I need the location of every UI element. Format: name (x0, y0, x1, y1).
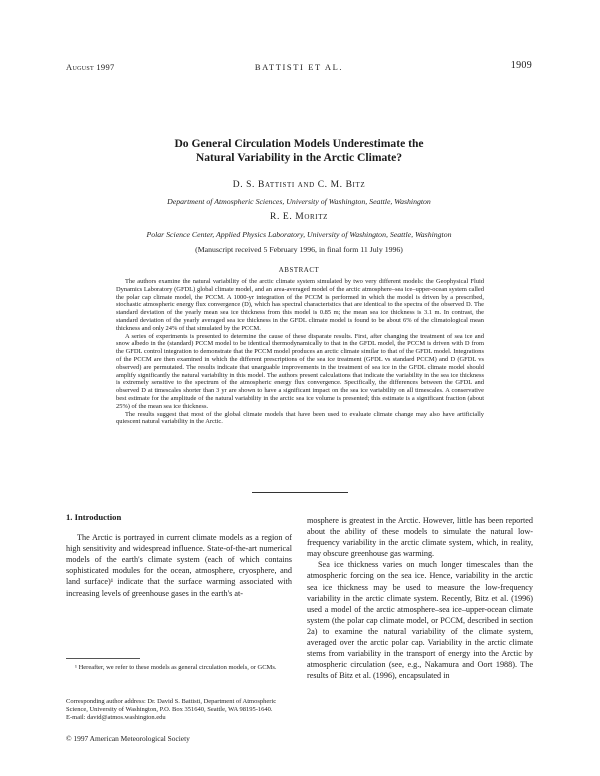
corresponding-email: E-mail: david@atmos.washington.edu (66, 714, 166, 721)
intro-paragraph-continued: mosphere is greatest in the Arctic. However, little has been reported about the ability of these models to simulate the natural low-frequency variability in the arctic climate system, which, in reality, may obscure greenhouse gas warming. (307, 516, 533, 559)
issue-date: August 1997 (66, 62, 115, 72)
paper-title-line-2: Natural Variability in the Arctic Climate? (195, 151, 403, 164)
abstract-divider (252, 492, 348, 493)
footnote-divider (66, 658, 140, 659)
page-number: 1909 (510, 60, 532, 71)
paper-title-line-1: Do General Circulation Models Underestimate the (174, 137, 424, 150)
abstract-paragraph-3: The results suggest that most of the global climate models that have been used to evaluate climate change may also have artificially quiescent natural variability in the Arctic. (116, 410, 484, 426)
paper-title (66, 137, 532, 165)
running-head (66, 60, 532, 74)
footnote: ¹ Hereafter, we refer to these models as general circulation models, or GCMs. (75, 664, 277, 671)
section-heading: 1. Introduction (66, 512, 122, 522)
abstract-body (116, 278, 484, 426)
abstract-heading: ABSTRACT (278, 266, 320, 274)
right-column (307, 515, 533, 681)
affiliation-1: Department of Atmospheric Sciences, University of Washington, Seattle, Washington (167, 197, 431, 206)
authors-line-2: R. E. Moritz (270, 212, 328, 222)
intro-paragraph-sea-ice: Sea ice thickness varies on much longer timescales than the atmospheric forcing on the sea ice. Hence, variability in the arctic sea ice thickness may be used to measure the low-frequency variability in the arctic climate system. Recently, Bitz et al. (1996) used a model of the arctic atmosphere–sea ice–upper-ocean climate system (the polar cap climate model, or PCCM, described in section 2a) to examine the natural variability of the climate system, averaged over the arctic polar cap. Variability in the arctic climate stems from variability in the transport of energy into the Arctic by atmospheric circulation (see, e.g., Nakamura and Oort 1988). The results of Bitz et al. (1996), encapsulated in (307, 560, 533, 681)
manuscript-received: (Manuscript received 5 February 1996, in final form 11 July 1996) (195, 245, 403, 254)
corresponding-address: Corresponding author address: Dr. David S. Battisti, Department of Atmospheric Science, University of Washington, P.O. Box 351640, Seattle, WA 98195-1640. (66, 698, 277, 713)
corresponding-author (66, 698, 292, 722)
abstract-paragraph-2: A series of experiments is presented to determine the cause of these disparate results. First, after changing the treatment of sea ice and snow albedo in the (standard) PCCM model to be identical thermodynamically to that in the GFDL model, the PCCM is driven with D from the GFDL control integration to demonstrate that the PCCM model produces an arctic climate similar to that of the GFDL model. Integrations of the PCCM are then examined in which the different prescriptions of the sea ice treatment (GFDL vs standard PCCM) and D (GFDL vs observed) are permutated. The results indicate that unarguable improvements in the treatment of sea ice in the GFDL climate model should amplify significantly the natural variability in this model. The authors present calculations that indicate the variability in the sea ice thickness is extremely sensitive to the spectrum of the atmospheric energy flux convergence. Specifically, the differences between the GFDL and observed D at timescales shorter than 3 yr are shown to have a significant impact on the sea ice variability on all timescales. A conservative best estimate for the amplitude of the natural variability in the arctic sea ice volume is presented; this estimate is a significant fraction (about 25%) of the mean sea ice thickness. (116, 332, 484, 410)
authors-line-1: D. S. Battisti and C. M. Bitz (232, 180, 366, 190)
copyright-notice: © 1997 American Meteorological Society (66, 734, 190, 743)
affiliation-2: Polar Science Center, Applied Physics Laboratory, University of Washington, Seattle, Washington (146, 230, 452, 239)
running-head-authors: BATTISTI ET AL. (254, 62, 344, 72)
intro-paragraph-left: The Arctic is portrayed in current climate models as a region of high sensitivity and widespread influence. State-of-the-art numerical models of the earth's climate system (each of which contains sophisticated modules for the ocean, atmosphere, cryosphere, and land surface)¹ indicate that the surface warming associated with increasing levels of greenhouse gases in the earth's at- (66, 533, 292, 598)
abstract-paragraph-1: The authors examine the natural variability of the arctic climate system simulated by two very different models: the Geophysical Fluid Dynamics Laboratory (GFDL) global climate model, and an area-averaged model of the arctic atmosphere–sea ice–upper-ocean system called the polar cap climate model, the PCCM. A 1000-yr integration of the PCCM is performed in which the model is driven by a prescribed, stochastic atmospheric energy flux convergence (D), which has spectral characteristics that are identical to the spectra of the observed D. The standard deviation of the yearly mean sea ice thickness from this model is 0.85 m; the mean sea ice thickness is 3.1 m. In contrast, the standard deviation of the yearly averaged sea ice thickness in the GFDL climate model is found to be about 6% of the climatological mean thickness and only 24% of that simulated by the PCCM. (116, 278, 484, 332)
left-column (66, 512, 292, 599)
